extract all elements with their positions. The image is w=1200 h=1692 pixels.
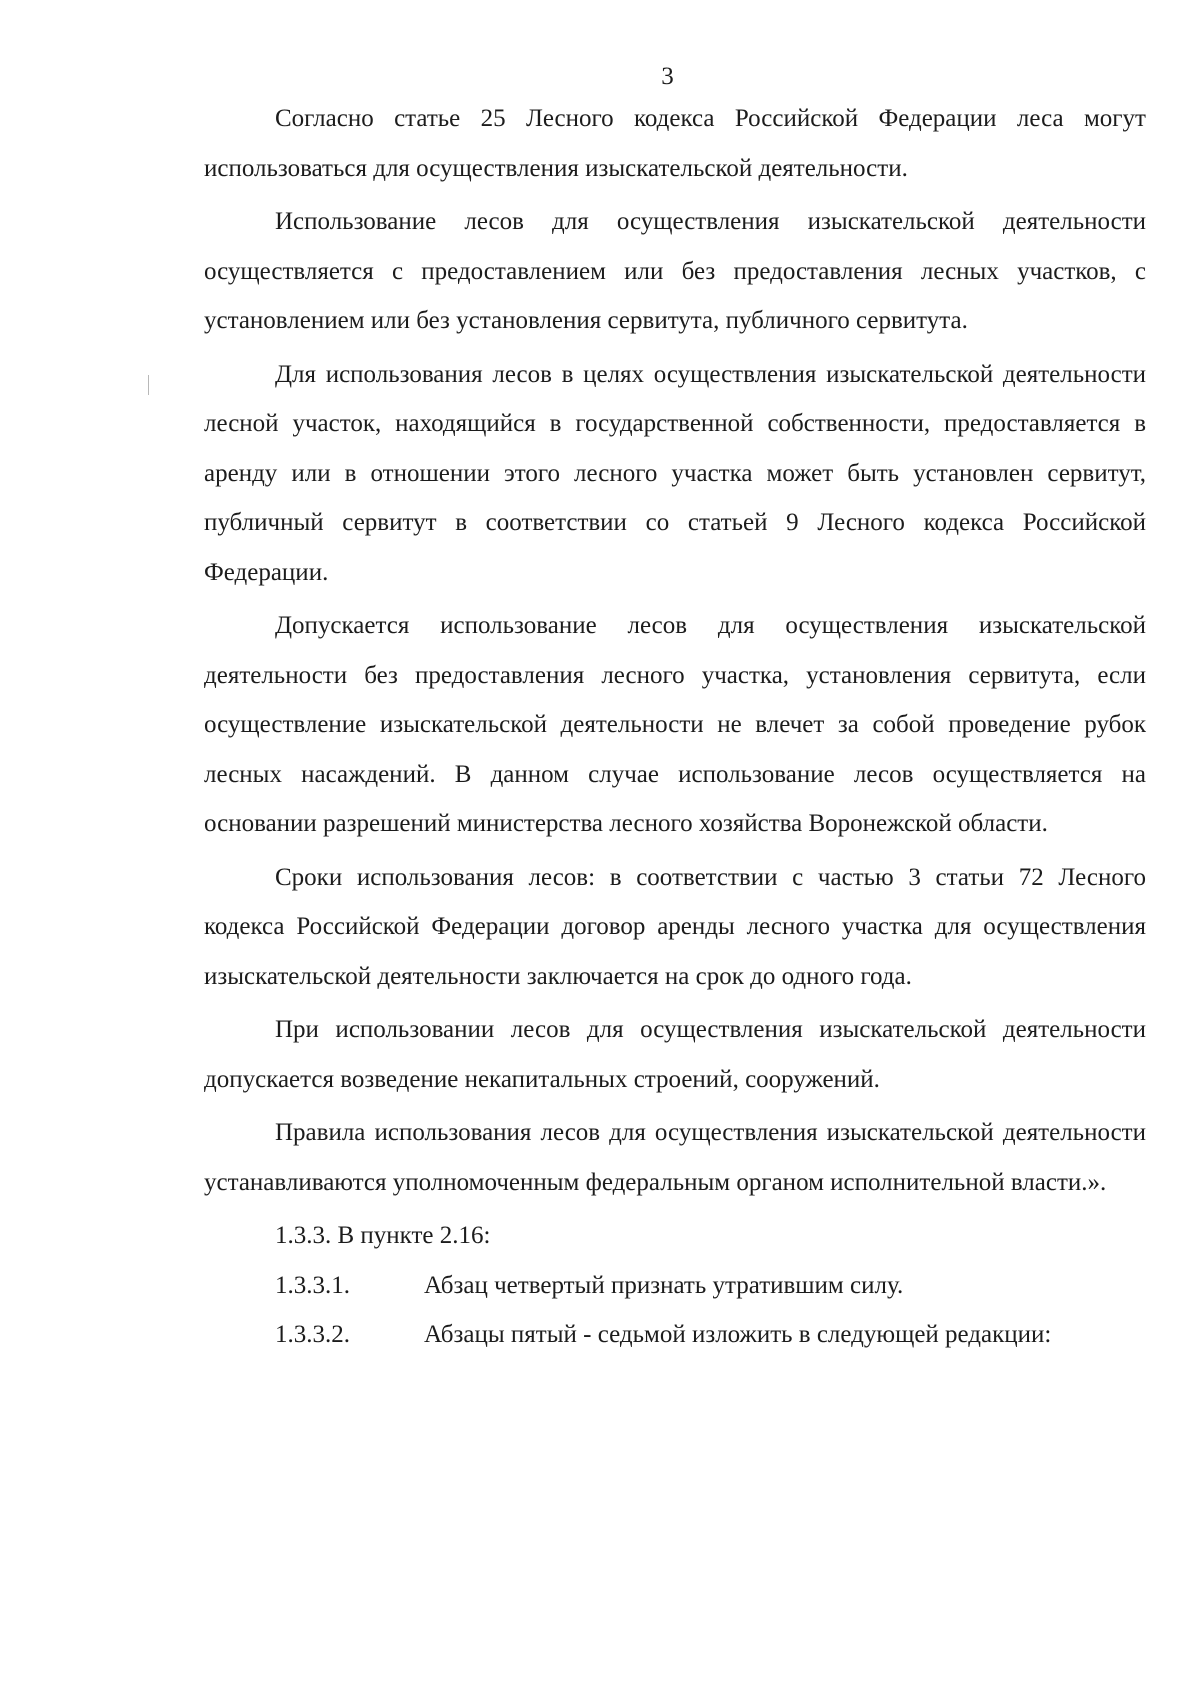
paragraph-2: Использование лесов для осуществления изыскательской деятельности осуществляется с предоставлением или без предоставления лесных участков, с установлением или без установления сервитута, публичного сервитута. — [204, 208, 1146, 334]
item-number: 1.3.3.2. — [275, 1321, 350, 1348]
scan-artifact — [148, 375, 149, 395]
paragraph-1: Согласно статье 25 Лесного кодекса Российской Федерации леса могут использоваться для осуществления изыскательской деятельности. — [204, 105, 1146, 182]
paragraph-3: Для использования лесов в целях осуществления изыскательской деятельности лесной участок, находящийся в государственной собственности, предоставляется в аренду или в отношении этого лесного участка может быть установлен сервитут, публичный сервитут в соответствии со статьей 9 Лесного кодекса Российской Федерации. — [204, 360, 1146, 586]
item-number: 1.3.3.1. — [275, 1271, 350, 1299]
paragraph-6: При использовании лесов для осуществления изыскательской деятельности допускается возведение некапитальных строений, сооружений. — [204, 1016, 1146, 1093]
paragraph-4: Допускается использование лесов для осуществления изыскательской деятельности без предоставления лесного участка, установления сервитута, если осуществление изыскательской деятельности не влечет за собой проведение рубок лесных насаждений. В данном случае использование лесов осуществляется на основании разрешений министерства лесного хозяйства Воронежской области. — [204, 612, 1146, 837]
paragraph-5: Сроки использования лесов: в соответствии с частью 3 статьи 72 Лесного кодекса Российской Федерации договор аренды лесного участка для осуществления изыскательской деятельности заключается на срок до одного года. — [204, 863, 1146, 990]
section-heading: 1.3.3. В пункте 2.16: — [275, 1222, 491, 1249]
list-item — [204, 1310, 1146, 1360]
item-text: Абзацы пятый - седьмой изложить в следующей редакции: — [424, 1321, 1052, 1348]
list-item — [204, 1261, 1146, 1311]
paragraph-7: Правила использования лесов для осуществления изыскательской деятельности устанавливаются уполномоченным федеральным органом исполнительной власти.». — [204, 1119, 1146, 1196]
document-body — [204, 94, 1146, 1360]
item-text: Абзац четвертый признать утратившим силу. — [424, 1271, 904, 1299]
page-number: 3 — [661, 63, 674, 90]
